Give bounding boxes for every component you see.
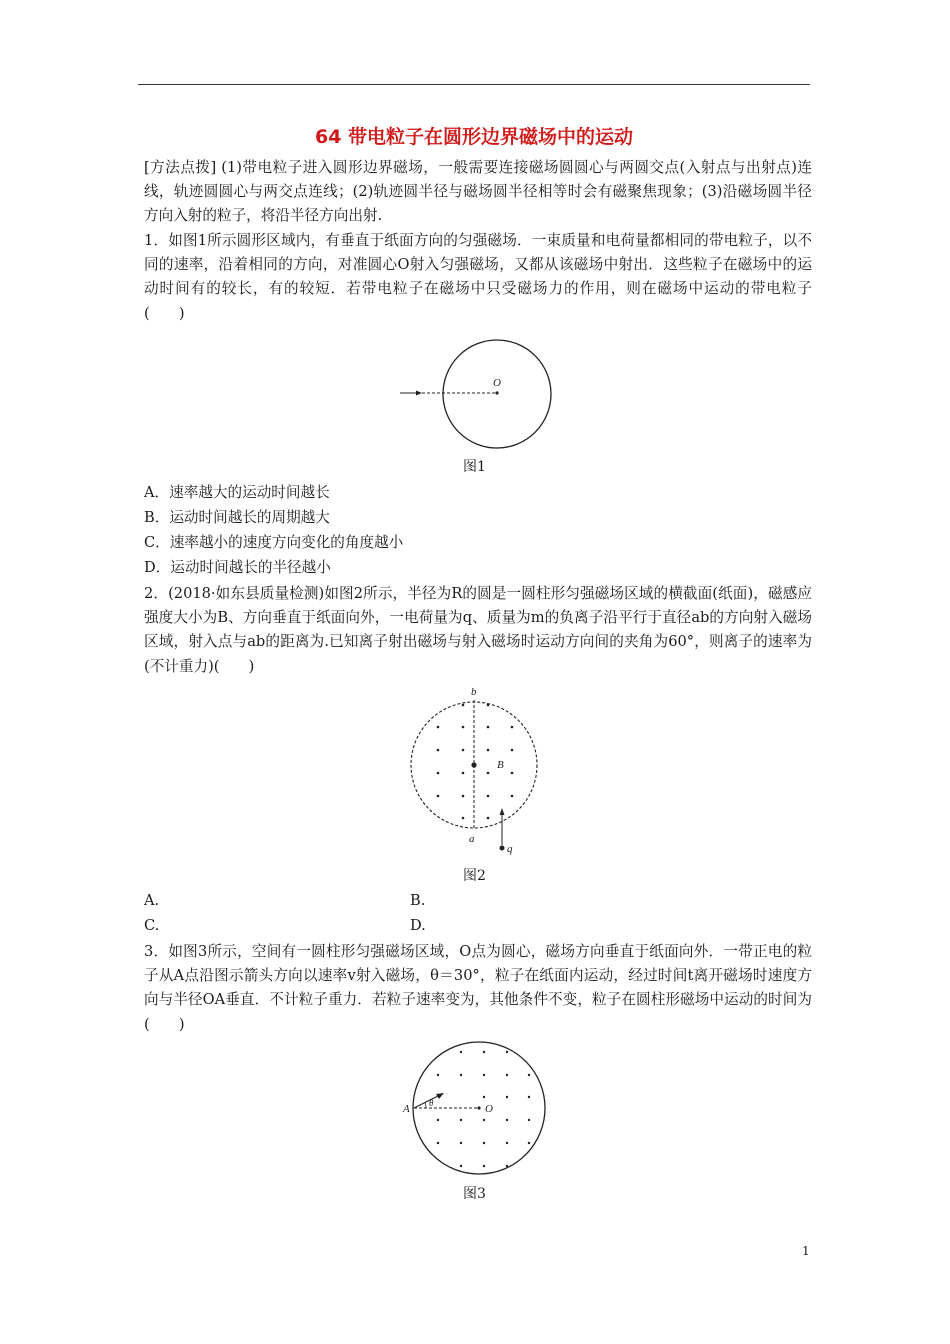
center-label: O bbox=[493, 377, 501, 389]
center-point bbox=[477, 1106, 480, 1109]
field-dot bbox=[437, 1119, 439, 1121]
field-dot bbox=[511, 772, 514, 775]
center-point bbox=[495, 391, 498, 394]
label-B: B bbox=[497, 759, 504, 771]
field-dot bbox=[487, 795, 490, 798]
field-dot bbox=[487, 772, 490, 775]
field-dot bbox=[460, 1074, 462, 1076]
figure-3 bbox=[400, 1040, 550, 1180]
field-dot bbox=[462, 795, 465, 798]
field-dot bbox=[528, 1096, 530, 1098]
figure-1 bbox=[396, 338, 556, 450]
field-dot bbox=[483, 1142, 485, 1144]
field-dots bbox=[437, 1051, 530, 1167]
field-dot bbox=[528, 1142, 530, 1144]
field-dot bbox=[487, 749, 490, 752]
question-1-stem: 1．如图1所示圆形区域内，有垂直于纸面方向的匀强磁场．一束质量和电荷量都相同的带电粒子，以不同的速率，沿着相同的方向，对准圆心O射入匀强磁场，又都从该磁场中射出．这些粒子在磁场中的运动时间有的较长，有的较短．若带电粒子在磁场中只受磁场力的作用，则在磁场中运动的带电粒子( ) bbox=[144, 232, 812, 322]
field-dot bbox=[506, 1051, 508, 1053]
question-3-stem: 3．如图3所示，空间有一圆柱形匀强磁场区域，O点为圆心，磁场方向垂直于纸面向外．一带正电的粒子从A点沿图示箭头方向以速率v射入磁场，θ＝30°，粒子在纸面内运动，经过时间t离开磁场时速度方向与半径OA垂直．不计粒子重力．若粒子速率变为，其他条件不变，粒子在圆柱形磁场中运动的时间为( ) bbox=[144, 943, 812, 1033]
field-dot bbox=[437, 795, 440, 798]
field-dot bbox=[483, 1165, 485, 1167]
field-dot bbox=[506, 1096, 508, 1098]
incident-arrow-icon bbox=[416, 391, 422, 396]
field-dot bbox=[511, 749, 514, 752]
field-dot bbox=[483, 1051, 485, 1053]
field-dot bbox=[462, 772, 465, 775]
figure-3-caption: 图3 bbox=[463, 1186, 486, 1202]
field-dot bbox=[460, 1165, 462, 1167]
q2-option-a: A. bbox=[144, 892, 160, 909]
field-dot bbox=[437, 772, 440, 775]
center-point bbox=[471, 762, 476, 767]
q2-option-d: D. bbox=[410, 917, 426, 934]
q1-option-d: D．运动时间越长的半径越小 bbox=[144, 559, 331, 576]
velocity-line bbox=[414, 1095, 440, 1108]
field-dot bbox=[483, 1074, 485, 1076]
field-dot bbox=[511, 795, 514, 798]
field-dot bbox=[462, 726, 465, 729]
field-dot bbox=[528, 1074, 530, 1076]
figure-1-caption: 图1 bbox=[463, 459, 486, 475]
velocity-arrow-icon bbox=[436, 1093, 444, 1099]
angle-arc bbox=[425, 1103, 426, 1109]
label-b: b bbox=[471, 686, 477, 698]
field-dot bbox=[437, 749, 440, 752]
field-dot bbox=[487, 704, 490, 707]
q2-option-c: C. bbox=[144, 917, 160, 934]
field-dot bbox=[462, 749, 465, 752]
figure-2-caption: 图2 bbox=[463, 868, 486, 884]
label-a: a bbox=[469, 833, 475, 845]
label-theta: θ bbox=[429, 1098, 434, 1108]
ion-arrow-icon bbox=[500, 808, 505, 815]
field-dot bbox=[462, 704, 465, 707]
method-tip: [方法点拨] (1)带电粒子进入圆形边界磁场，一般需要连接磁场圆圆心与两圆交点(入射点与出射点)连线，轨迹圆圆心与两交点连线；(2)轨迹圆半径与磁场圆半径相等时会有磁聚焦现象；(3)沿磁场圆半径方向入射的粒子，将沿半径方向出射. bbox=[144, 159, 812, 225]
q2-option-b: B. bbox=[410, 892, 426, 909]
q1-option-b: B．运动时间越长的周期越大 bbox=[144, 509, 330, 526]
field-dot bbox=[487, 817, 490, 820]
field-dot bbox=[437, 726, 440, 729]
field-dot bbox=[506, 1165, 508, 1167]
field-dot bbox=[483, 1096, 485, 1098]
field-dot bbox=[528, 1119, 530, 1121]
field-dot bbox=[506, 1142, 508, 1144]
figure-2 bbox=[405, 682, 545, 860]
field-dot bbox=[460, 1142, 462, 1144]
field-dot bbox=[506, 1119, 508, 1121]
field-dot bbox=[437, 1142, 439, 1144]
question-2-stem: 2．(2018·如东县质量检测)如图2所示，半径为R的圆是一圆柱形匀强磁场区域的横截面(纸面)，磁感应强度大小为B、方向垂直于纸面向外，一电荷量为q、质量为m的负离子沿平行于直径ab的方向射入磁场区域，射入点与ab的距离为.已知离子射出磁场与射入磁场时运动方向间的夹角为60°，则离子的速率为(不计重力)( ) bbox=[144, 585, 812, 675]
field-dot bbox=[437, 1074, 439, 1076]
q1-option-a: A．速率越大的运动时间越长 bbox=[144, 484, 330, 501]
header-rule bbox=[138, 84, 810, 85]
label-q: q bbox=[507, 843, 513, 855]
field-dot bbox=[460, 1119, 462, 1121]
ion-charge bbox=[500, 846, 505, 851]
field-dot bbox=[487, 726, 490, 729]
q1-option-c: C．速率越小的速度方向变化的角度越小 bbox=[144, 534, 404, 551]
label-A: A bbox=[403, 1103, 410, 1115]
field-dot bbox=[506, 1074, 508, 1076]
label-O: O bbox=[485, 1103, 493, 1115]
field-dot bbox=[511, 726, 514, 729]
field-dot bbox=[460, 1051, 462, 1053]
page-title: 64 带电粒子在圆形边界磁场中的运动 bbox=[314, 126, 634, 148]
field-dot bbox=[462, 817, 465, 820]
field-dot bbox=[483, 1119, 485, 1121]
page-number: 1 bbox=[802, 1244, 810, 1258]
